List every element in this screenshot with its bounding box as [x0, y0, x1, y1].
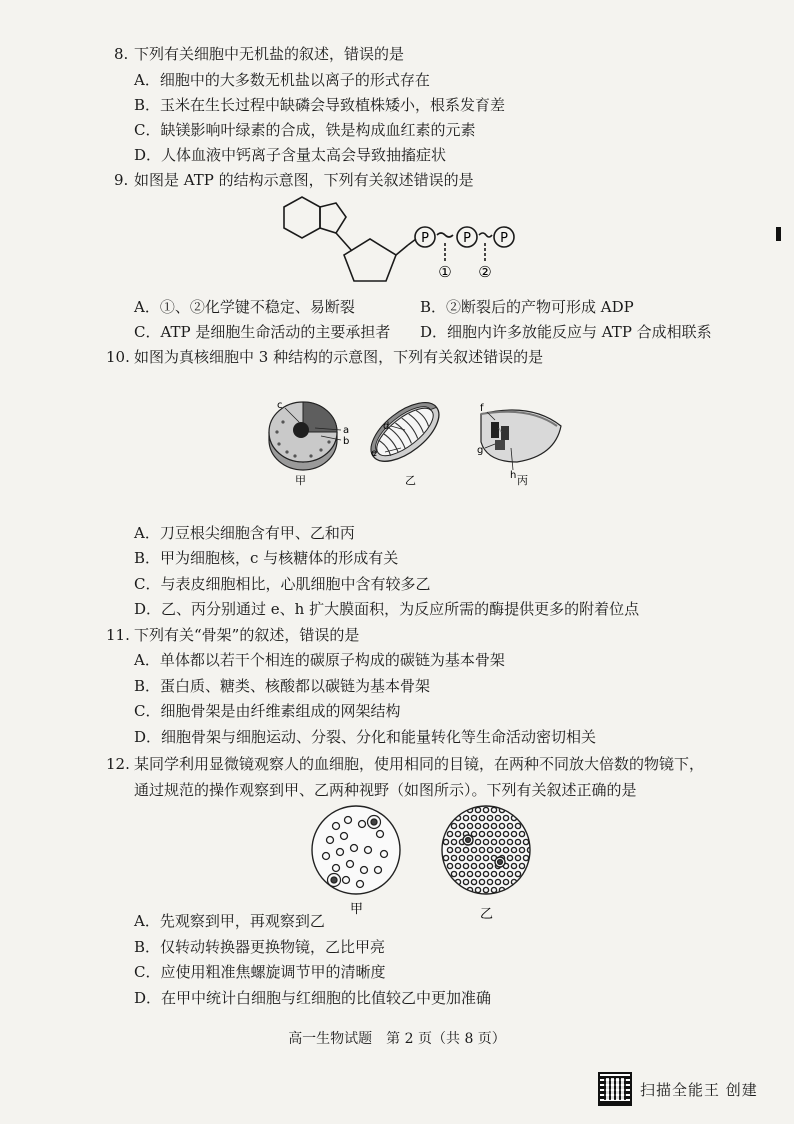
- q11-option-b: B．蛋白质、糖类、核酸都以碳链为基本骨架: [134, 677, 431, 695]
- organelles-figure: [255, 392, 565, 492]
- q9-option-c: C．ATP 是细胞生命活动的主要承担者: [134, 323, 391, 341]
- label-e: e: [371, 448, 378, 459]
- q8-option-d: D．人体血液中钙离子含量太高会导致抽搐症状: [134, 146, 447, 164]
- scanner-watermark: [598, 1072, 758, 1106]
- q10-number: 10.: [106, 348, 130, 366]
- q10-option-d: D．乙、丙分别通过 e、h 扩大膜面积，为反应所需的酶提供更多的附着位点: [134, 600, 640, 618]
- q9-option-b: B．②断裂后的产物可形成 ADP: [420, 298, 634, 316]
- q12-option-b: B．仅转动转换器更换物镜，乙比甲亮: [134, 938, 386, 956]
- q9-stem: 如图是 ATP 的结构示意图，下列有关叙述错误的是: [134, 171, 474, 189]
- label-a: a: [343, 425, 350, 436]
- chloroplast-name: 丙: [517, 474, 528, 487]
- q8-stem: 下列有关细胞中无机盐的叙述，错误的是: [134, 45, 405, 63]
- q11-stem: 下列有关“骨架”的叙述，错误的是: [134, 626, 360, 644]
- nucleus-name: 甲: [295, 474, 306, 487]
- scan-edge-mark: [776, 227, 781, 241]
- bond-1-tilde: [437, 233, 453, 237]
- q8-option-c: C．缺镁影响叶绿素的合成，铁是构成血红素的元素: [134, 121, 476, 139]
- q12-option-d: D．在甲中统计白细胞与红细胞的比值较乙中更加准确: [134, 989, 492, 1007]
- q12-stem-line2: 通过规范的操作观察到甲、乙两种视野（如图所示）。下列有关叙述正确的是: [134, 781, 637, 799]
- q10-option-a: A．刀豆根尖细胞含有甲、乙和丙: [134, 524, 355, 542]
- label-f: f: [480, 403, 484, 414]
- view-jia-label: 甲: [350, 902, 364, 917]
- adenine-pentagon: [320, 203, 346, 233]
- q9-option-d: D．细胞内许多放能反应与 ATP 合成相联系: [420, 323, 712, 341]
- blood-cell-views-figure: [300, 800, 540, 920]
- q8-number: 8.: [114, 45, 129, 63]
- q8-option-a: A．细胞中的大多数无机盐以离子的形式存在: [134, 71, 430, 89]
- label-h: h: [510, 470, 517, 481]
- q10-stem: 如图为真核细胞中 3 种结构的示意图，下列有关叙述错误的是: [134, 348, 544, 366]
- bond-2-tilde: [479, 233, 492, 237]
- nucleus-diagram: [269, 402, 341, 470]
- label-g: g: [477, 445, 484, 456]
- q12-stem-line1: 某同学利用显微镜观察人的血细胞，使用相同的目镜，在两种不同放大倍数的物镜下，: [134, 755, 705, 773]
- q12-option-a: A．先观察到甲，再观察到乙: [134, 912, 325, 930]
- q9-option-a: A．①、②化学键不稳定、易断裂: [134, 298, 355, 316]
- label-d: d: [383, 421, 390, 432]
- qr-code-icon: [598, 1072, 632, 1106]
- atp-structure-figure: [270, 195, 530, 290]
- label-c: c: [277, 400, 283, 411]
- label-b: b: [343, 436, 350, 447]
- ribose-pentagon: [344, 239, 396, 281]
- page-footer: 高一生物试题 第 2 页（共 8 页）: [288, 1031, 506, 1047]
- q12-number: 12.: [106, 755, 130, 773]
- scanner-label: 扫描全能王 创建: [640, 1080, 758, 1099]
- bond-2-label: ②: [478, 263, 492, 281]
- mitochondrion-diagram: [361, 392, 449, 472]
- phosphate-3-label: P: [500, 231, 508, 246]
- q11-option-a: A．单体都以若干个相连的碳原子构成的碳链为基本骨架: [134, 651, 505, 669]
- phosphate-1-label: P: [421, 231, 429, 246]
- q11-number: 11.: [106, 626, 130, 644]
- q11-option-c: C．细胞骨架是由纤维素组成的网架结构: [134, 702, 401, 720]
- q10-option-c: C．与表皮细胞相比，心肌细胞中含有较多乙: [134, 575, 431, 593]
- adenine-hexagon: [284, 197, 320, 238]
- q11-option-d: D．细胞骨架与细胞运动、分裂、分化和能量转化等生命活动密切相关: [134, 728, 597, 746]
- mitochondrion-name: 乙: [405, 474, 416, 487]
- view-yi-label: 乙: [480, 907, 494, 920]
- phosphate-2-label: P: [463, 231, 471, 246]
- q8-option-b: B．玉米在生长过程中缺磷会导致植株矮小，根系发育差: [134, 96, 506, 114]
- view-jia: [312, 806, 400, 894]
- q12-option-c: C．应使用粗准焦螺旋调节甲的清晰度: [134, 963, 386, 981]
- bond-1-label: ①: [438, 263, 452, 281]
- q10-option-b: B．甲为细胞核，c 与核糖体的形成有关: [134, 549, 399, 567]
- q9-number: 9.: [114, 171, 129, 189]
